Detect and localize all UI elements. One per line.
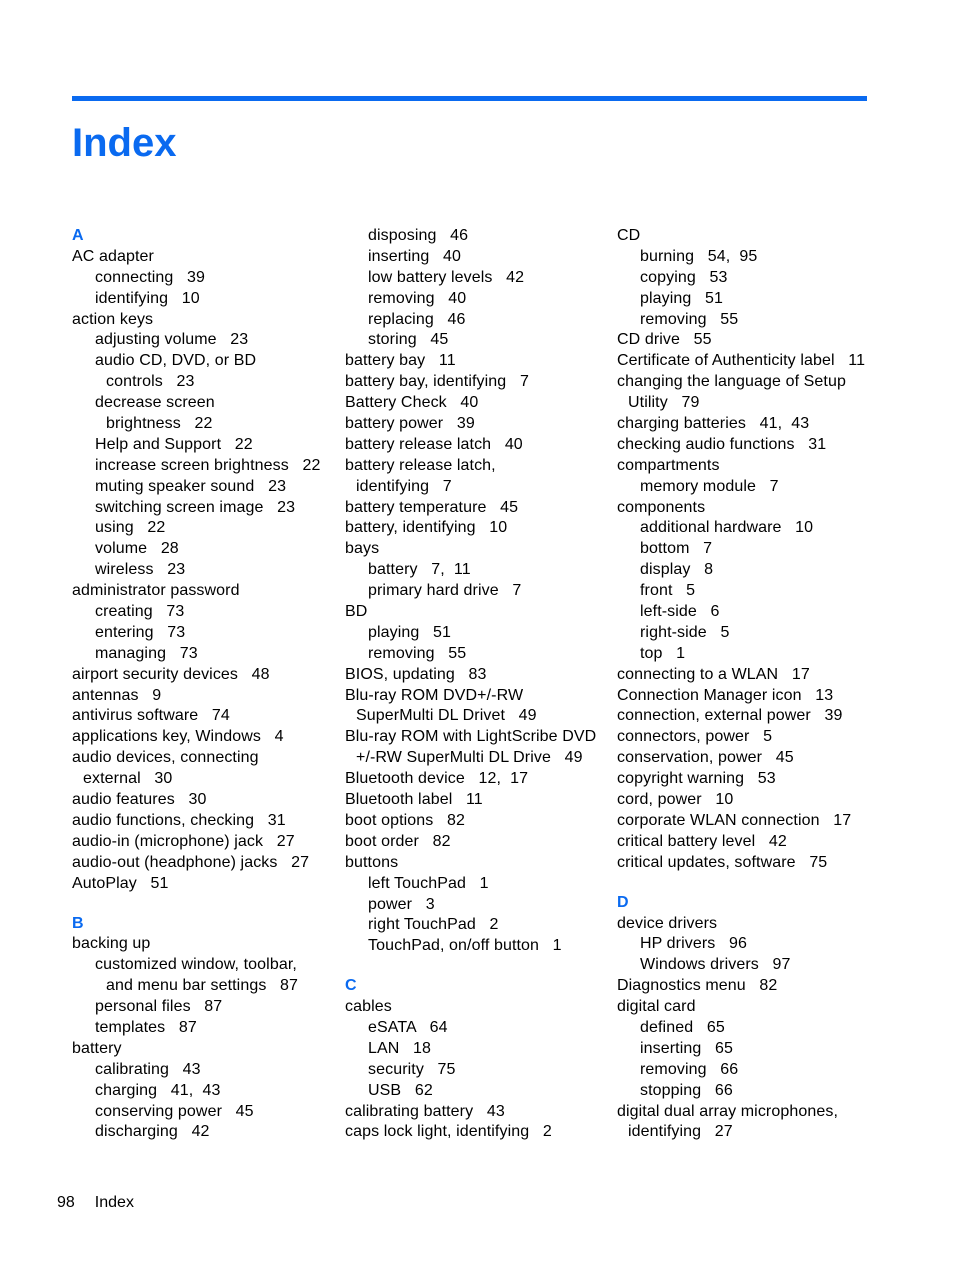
index-subentry: using 22 [95, 519, 166, 537]
index-letter-heading: A [72, 227, 84, 244]
index-entry: action keys [72, 310, 154, 328]
index-entry: digital dual array microphones, [617, 1102, 838, 1120]
index-entry: Blu-ray ROM with LightScribe DVD [345, 728, 597, 746]
index-entry-continuation: external 30 [83, 770, 173, 788]
index-column-2 [345, 226, 607, 1143]
index-entry: battery bay 11 [345, 352, 456, 370]
index-subentry: copying 53 [640, 268, 728, 286]
index-subentry: left-side 6 [640, 603, 720, 621]
index-entry: buttons [345, 853, 399, 871]
index-subentry: top 1 [640, 644, 686, 662]
index-subentry-continuation: controls 23 [106, 373, 195, 391]
index-subentry: inserting 40 [368, 247, 462, 265]
index-subentry: conserving power 45 [95, 1102, 254, 1120]
index-entry: bays [345, 540, 380, 558]
index-subentry: disposing 46 [368, 227, 469, 244]
index-subentry: inserting 65 [640, 1039, 734, 1057]
index-subentry: Windows drivers 97 [640, 956, 791, 974]
index-entry: BD [345, 603, 368, 621]
index-entry: battery power 39 [345, 415, 475, 433]
index-entry: charging batteries 41, 43 [617, 415, 810, 433]
index-entry: audio-in (microphone) jack 27 [72, 832, 295, 850]
index-subentry: memory module 7 [640, 477, 779, 495]
index-entry: Connection Manager icon 13 [617, 686, 834, 704]
index-entry: Certificate of Authenticity label 11 [617, 352, 866, 370]
index-entry: battery, identifying 10 [345, 519, 508, 537]
index-subentry: left TouchPad 1 [368, 874, 489, 892]
index-subentry: wireless 23 [95, 561, 186, 579]
index-subentry: right-side 5 [640, 623, 730, 641]
index-subentry-continuation: and menu bar settings 87 [106, 977, 299, 995]
index-column-3 [617, 226, 879, 1143]
index-subentry: entering 73 [95, 623, 186, 641]
index-entry: BIOS, updating 83 [345, 665, 487, 683]
index-entry-continuation: identifying 7 [356, 477, 452, 495]
index-entry: caps lock light, identifying 2 [345, 1123, 552, 1141]
index-subentry: charging 41, 43 [95, 1081, 221, 1099]
index-entry: calibrating battery 43 [345, 1102, 505, 1120]
index-subentry: increase screen brightness 22 [95, 456, 321, 474]
index-subentry: playing 51 [368, 623, 452, 641]
index-entry: Diagnostics menu 82 [617, 977, 778, 995]
index-subentry: managing 73 [95, 644, 198, 662]
index-subentry: personal files 87 [95, 998, 223, 1016]
index-letter-heading: C [345, 977, 357, 995]
footer-label: Index [94, 1194, 134, 1211]
index-entry: CD [617, 227, 641, 244]
index-subentry: burning 54, 95 [640, 247, 758, 265]
index-entry: battery release latch 40 [345, 435, 523, 453]
index-subentry: bottom 7 [640, 540, 713, 558]
index-entry: compartments [617, 456, 720, 474]
index-subentry: creating 73 [95, 603, 185, 621]
index-entry: antennas 9 [72, 686, 162, 704]
index-entry: conservation, power 45 [617, 749, 794, 767]
index-subentry: power 3 [368, 895, 435, 913]
index-entry: battery bay, identifying 7 [345, 373, 529, 391]
index-subentry: defined 65 [640, 1018, 725, 1036]
index-entry-continuation: +/-RW SuperMulti DL Drive 49 [356, 749, 583, 767]
index-entry: cables [345, 998, 392, 1016]
index-entry: backing up [72, 935, 151, 953]
index-subentry: additional hardware 10 [640, 519, 814, 537]
index-entry: components [617, 498, 706, 516]
index-subentry: display 8 [640, 561, 714, 579]
index-entry: checking audio functions 31 [617, 435, 827, 453]
index-entry: audio-out (headphone) jacks 27 [72, 853, 310, 871]
index-entry: AC adapter [72, 247, 154, 265]
index-entry: digital card [617, 998, 696, 1016]
index-entry-continuation: SuperMulti DL Drivet 49 [356, 707, 537, 725]
index-subentry: low battery levels 42 [368, 268, 525, 286]
index-subentry: right TouchPad 2 [368, 916, 499, 934]
index-entry: corporate WLAN connection 17 [617, 811, 852, 829]
index-subentry: LAN 18 [368, 1039, 432, 1057]
index-entry: battery temperature 45 [345, 498, 519, 516]
index-entry: connecting to a WLAN 17 [617, 665, 810, 683]
index-subentry: removing 40 [368, 289, 467, 307]
index-entry: Blu-ray ROM DVD+/-RW [345, 686, 524, 704]
index-subentry: USB 62 [368, 1081, 433, 1099]
index-subentry: decrease screen [95, 394, 215, 412]
index-subentry: switching screen image 23 [95, 498, 296, 516]
page-number: 98 [57, 1194, 75, 1211]
index-subentry: identifying 10 [95, 289, 200, 307]
index-subentry: front 5 [640, 582, 696, 600]
index-letter-heading: D [617, 893, 629, 911]
index-entry: battery [72, 1039, 122, 1057]
index-entry: CD drive 55 [617, 331, 712, 349]
index-entry: connectors, power 5 [617, 728, 773, 746]
index-spacer [345, 957, 607, 976]
index-subentry: calibrating 43 [95, 1060, 201, 1078]
index-entry: copyright warning 53 [617, 770, 776, 788]
index-entry: changing the language of Setup [617, 373, 846, 391]
index-spacer [617, 874, 879, 893]
index-entry: administrator password [72, 582, 240, 600]
index-entry: device drivers [617, 914, 718, 932]
index-entry: cord, power 10 [617, 791, 734, 809]
index-entry: audio functions, checking 31 [72, 811, 286, 829]
index-entry: connection, external power 39 [617, 707, 843, 725]
index-subentry: eSATA 64 [368, 1018, 448, 1036]
index-subentry: replacing 46 [368, 310, 466, 328]
index-entry: airport security devices 48 [72, 665, 270, 683]
index-subentry: audio CD, DVD, or BD [95, 352, 257, 370]
page-footer [57, 1193, 134, 1213]
index-entry: applications key, Windows 4 [72, 728, 284, 746]
index-entry: audio features 30 [72, 791, 207, 809]
index-subentry: customized window, toolbar, [95, 956, 297, 974]
index-letter-heading: B [72, 914, 84, 932]
index-subentry: muting speaker sound 23 [95, 477, 287, 495]
index-spacer [72, 895, 334, 914]
index-subentry: discharging 42 [95, 1123, 210, 1141]
index-subentry: removing 55 [368, 644, 467, 662]
index-entry: critical updates, software 75 [617, 853, 828, 871]
index-subentry: security 75 [368, 1060, 456, 1078]
index-entry: boot options 82 [345, 811, 466, 829]
index-subentry: adjusting volume 23 [95, 331, 249, 349]
index-entry-continuation: Utility 79 [628, 394, 700, 412]
index-subentry: templates 87 [95, 1018, 197, 1036]
index-subentry: stopping 66 [640, 1081, 733, 1099]
index-subentry: primary hard drive 7 [368, 582, 522, 600]
index-subentry: volume 28 [95, 540, 179, 558]
index-subentry: removing 55 [640, 310, 739, 328]
page-title: Index [72, 121, 177, 165]
index-subentry: TouchPad, on/off button 1 [368, 937, 562, 955]
index-entry-continuation: identifying 27 [628, 1123, 733, 1141]
index-entry: Bluetooth device 12, 17 [345, 770, 529, 788]
index-subentry: battery 7, 11 [368, 561, 471, 579]
index-entry: audio devices, connecting [72, 749, 259, 767]
index-subentry: storing 45 [368, 331, 449, 349]
index-entry: antivirus software 74 [72, 707, 230, 725]
index-subentry-continuation: brightness 22 [106, 415, 213, 433]
index-subentry: Help and Support 22 [95, 435, 253, 453]
index-column-1 [72, 226, 334, 1143]
index-subentry: HP drivers 96 [640, 935, 748, 953]
index-subentry: playing 51 [640, 289, 724, 307]
index-entry: Bluetooth label 11 [345, 791, 483, 809]
index-entry: Battery Check 40 [345, 394, 479, 412]
index-entry: AutoPlay 51 [72, 874, 169, 892]
index-subentry: connecting 39 [95, 268, 206, 286]
header-rule [72, 96, 867, 101]
index-entry: boot order 82 [345, 832, 451, 850]
index-entry: critical battery level 42 [617, 832, 787, 850]
index-entry: battery release latch, [345, 456, 496, 474]
index-subentry: removing 66 [640, 1060, 739, 1078]
